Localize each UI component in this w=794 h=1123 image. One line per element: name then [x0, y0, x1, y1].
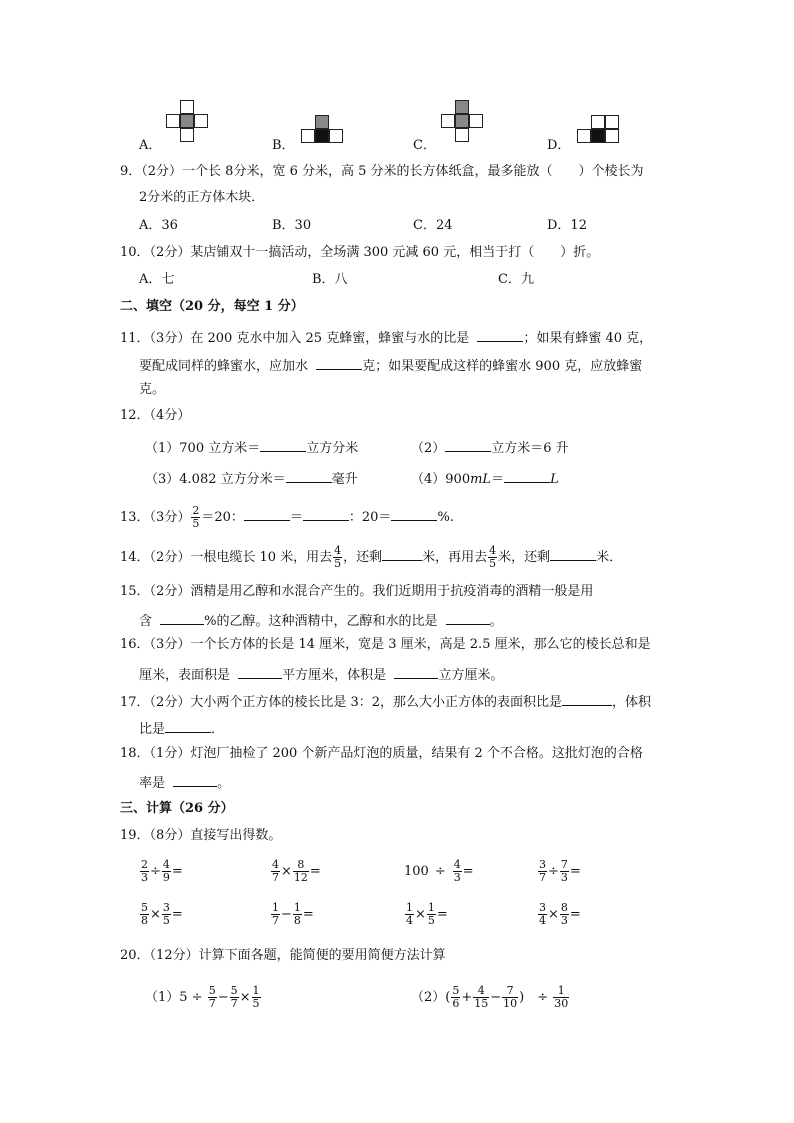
q20-p2-close-div: ) ÷	[519, 990, 549, 1005]
q12-p4-unit-ml: mL	[470, 472, 492, 487]
q16-blank-2[interactable]	[238, 664, 282, 679]
q17-text-b: ，体积	[612, 695, 652, 710]
q16-line1: 16．（3分）一个长方体的长是 14 厘米，宽是 3 厘米，高是 2.5 厘米，那么它的棱长总和是	[120, 637, 651, 652]
q18-blank[interactable]	[173, 772, 217, 787]
q19-i4-f1-den: 7	[539, 871, 546, 884]
q19-i2-f2-num: 8	[297, 858, 305, 871]
q20-p1-f3-num: 1	[252, 984, 260, 997]
q9-text-line1: 9．（2分）一个长 8分米，宽 6 分米，高 5 分米的长方体纸盒，最多能放（ ）个棱长为	[120, 164, 644, 179]
q19-i7-f1-den: 4	[406, 914, 413, 927]
q14-frac2-den: 5	[489, 557, 497, 570]
q16-text-b: 厘米，表面积是	[139, 668, 231, 683]
q20-p1-f1-num: 5	[208, 984, 216, 997]
q12-p1-unit: 立方分米	[306, 441, 359, 456]
q19-i2-f1-num: 4	[272, 858, 279, 871]
q11-blank-2[interactable]	[316, 355, 362, 370]
q13-blank-2[interactable]	[303, 506, 349, 521]
q14-blank-1[interactable]	[382, 546, 422, 561]
q19-i7-op: ×	[415, 907, 426, 922]
q19-i2-eq: =	[309, 864, 321, 879]
q19-i8-f1-den: 4	[539, 914, 546, 927]
q20-head: 20．（12分）计算下面各题，能简便的要用简便方法计算	[120, 948, 446, 963]
q12-p3-blank[interactable]	[286, 468, 332, 483]
q11-text-c: 要配成同样的蜂蜜水，应加水	[139, 359, 309, 374]
q19-i7-f2-den: 5	[427, 914, 435, 927]
q19-i2-f1-den: 7	[272, 871, 279, 884]
q18-text-c: 。	[217, 776, 231, 791]
q11-text-d: 克；如果要配成这样的蜂蜜水 900 克，应放蜂蜜	[362, 359, 643, 374]
section-2-title: 二、填空（20 分，每空 1 分）	[120, 299, 304, 314]
section-3-title: 三、计算（26 分）	[120, 801, 234, 816]
q10-option-b[interactable]: B．八	[312, 272, 348, 287]
q12-p1-text: （1）700 立方米＝	[145, 441, 261, 456]
q15-line1: 15．（2分）酒精是用乙醇和水混合产生的。我们近期用于抗疫消毒的酒精一般是用	[120, 584, 594, 599]
q20-part1	[145, 984, 262, 1012]
q12-part4	[411, 468, 559, 489]
q19-i4-f1-num: 3	[539, 858, 546, 871]
q12-p2-unit: 立方米＝6 升	[491, 441, 569, 456]
q19-i8-f1-num: 3	[539, 901, 546, 914]
q14-fraction-1	[333, 545, 342, 570]
q19-i3-f2-den: 3	[453, 871, 461, 884]
q19-i1-f2-den: 9	[162, 871, 170, 884]
q8-option-a-label[interactable]: A．	[139, 138, 162, 153]
q11-blank-1[interactable]	[477, 327, 523, 342]
q14-text-b: ，还剩	[343, 550, 383, 565]
q20-part2	[411, 984, 570, 1012]
q10-text: 10．（2分）某店铺双十一搞活动，全场满 300 元减 60 元，相当于打（ ）折。	[120, 245, 600, 260]
q13-text-2: ＝	[289, 510, 303, 525]
q19-i1-f2-num: 4	[162, 858, 170, 871]
q20-p1-f1-den: 7	[208, 997, 216, 1010]
q14-frac1-num: 4	[334, 544, 342, 557]
q12-p4-blank[interactable]	[504, 468, 550, 483]
q19-i8-f2-den: 3	[560, 914, 568, 927]
q13-text-3: ：20＝	[348, 510, 392, 525]
q9-option-a[interactable]: A．36	[139, 218, 178, 233]
q19-i2-f2-den: 12	[293, 871, 308, 884]
q9-option-d[interactable]: D．12	[547, 218, 587, 233]
q19-item-8	[537, 901, 581, 929]
q13-blank-1[interactable]	[244, 506, 290, 521]
q19-head: 19．（8分）直接写出得数。	[120, 828, 282, 843]
q20-p2-f3-num: 7	[506, 984, 514, 997]
q19-item-3	[404, 858, 474, 886]
q10-option-a[interactable]: A．七	[139, 272, 175, 287]
q17-blank-1[interactable]	[562, 691, 612, 706]
q15-text-d: 。	[489, 614, 503, 629]
q19-i6-op: −	[281, 907, 292, 922]
q9-option-c[interactable]: C．24	[413, 218, 453, 233]
q10-option-c[interactable]: C．九	[498, 272, 534, 287]
q15-line2	[139, 610, 503, 631]
q19-i6-f1-den: 7	[272, 914, 279, 927]
q20-p1-times: ×	[239, 990, 251, 1005]
q12-p3-text: （3）4.082 立方分米＝	[145, 472, 286, 487]
q9-option-b[interactable]: B．30	[272, 218, 312, 233]
q20-p1-f2-den: 7	[230, 997, 238, 1010]
q19-i2-op: ×	[281, 864, 292, 879]
q14-frac2-num: 4	[489, 544, 497, 557]
q16-blank-3[interactable]	[394, 664, 438, 679]
q19-item-1	[139, 858, 183, 886]
q19-i4-f2-den: 3	[560, 871, 568, 884]
q19-item-6	[270, 901, 314, 929]
q12-p3-unit: 毫升	[331, 472, 358, 487]
q19-i8-op: ×	[548, 907, 559, 922]
q13-head: 13．（3分）	[120, 510, 191, 525]
q11-text-b: ；如果有蜂蜜 40 克，	[523, 331, 653, 346]
q14-text-c: 米，再用去	[422, 550, 488, 565]
q20-p2-f2-num: 4	[477, 984, 485, 997]
q19-item-2	[270, 858, 321, 886]
q15-blank-1[interactable]	[160, 610, 204, 625]
q19-i8-eq: =	[569, 907, 581, 922]
q17-text-d: ．	[211, 722, 225, 737]
q19-i7-f2-num: 1	[427, 901, 435, 914]
q19-i7-eq: =	[436, 907, 448, 922]
q12-p2-text: （2）	[411, 441, 446, 456]
q11-text-e: 克。	[139, 382, 166, 397]
q20-p1-minus: −	[217, 990, 229, 1005]
q12-part1	[145, 437, 358, 458]
q8-option-c-label[interactable]: C．	[413, 138, 436, 153]
q17-blank-2[interactable]	[165, 718, 211, 733]
q17-line2	[139, 718, 224, 739]
q16-text-c: 平方厘米，体积是	[282, 668, 387, 683]
q19-i3-f2-num: 4	[453, 858, 461, 871]
q19-i8-f2-num: 8	[560, 901, 568, 914]
q11-line2	[139, 355, 642, 376]
q13-blank-3[interactable]	[391, 506, 437, 521]
q12-part2	[411, 437, 569, 458]
q13-fraction	[191, 505, 200, 530]
q11-line1	[120, 327, 652, 348]
q19-item-7	[404, 901, 448, 929]
q19-i1-f1-num: 2	[141, 858, 148, 871]
q14-text-d: 米，还剩	[498, 550, 551, 565]
q11-text-a: 11．（3分）在 200 克水中加入 25 克蜂蜜，蜂蜜与水的比是	[120, 331, 470, 346]
q13-frac-den: 5	[192, 517, 200, 530]
q14-frac1-den: 5	[334, 557, 342, 570]
q19-i1-op: ÷	[150, 864, 161, 879]
q20-p2-f4-num: 1	[557, 984, 565, 997]
q17-text-a: 17．（2分）大小两个正方体的棱长比是 3：2，那么大小正方体的表面积比是	[120, 695, 562, 710]
q19-i4-op: ÷	[548, 864, 559, 879]
q19-i1-f1-den: 3	[141, 871, 148, 884]
q18-text-b: 率是	[139, 776, 166, 791]
q12-head: 12．（4分）	[120, 408, 191, 423]
q8-option-b-label[interactable]: B．	[272, 138, 295, 153]
q20-p2-text: （2）(	[411, 990, 451, 1005]
q19-i6-f2-num: 1	[293, 901, 301, 914]
q12-p4-eq: ＝	[491, 472, 505, 487]
q19-i5-f2-num: 3	[162, 901, 170, 914]
q18-line1: 18．（1分）灯泡厂抽检了 200 个新产品灯泡的质量，结果有 2 个不合格。这批灯泡的合格	[120, 746, 643, 761]
q20-p2-f3-den: 10	[503, 997, 518, 1010]
q20-p1-text: （1）5 ÷	[145, 990, 203, 1005]
q15-blank-2[interactable]	[446, 610, 490, 625]
q13-frac-num: 2	[192, 504, 200, 517]
q19-item-4	[537, 858, 581, 886]
q13-line	[120, 505, 454, 531]
q14-text-a: 14．（2分）一根电缆长 10 米，用去	[120, 550, 333, 565]
q19-i1-eq: =	[171, 864, 183, 879]
q20-p2-plus: +	[461, 990, 473, 1005]
q20-p2-f2-den: 15	[474, 997, 489, 1010]
q19-i5-f1-num: 5	[141, 901, 148, 914]
q19-i3-op: ÷	[434, 864, 446, 879]
q12-p4-text: （4）900	[411, 472, 471, 487]
q19-i5-op: ×	[150, 907, 161, 922]
q17-text-c: 比是	[139, 722, 166, 737]
q8-option-d-label[interactable]: D．	[547, 138, 571, 153]
q20-p2-minus: −	[490, 990, 502, 1005]
q13-text-1: ＝20：	[201, 510, 244, 525]
q15-text-b: 含	[139, 614, 153, 629]
q19-i5-f2-den: 5	[162, 914, 170, 927]
q20-p2-f1-num: 5	[452, 984, 460, 997]
q19-i5-f1-den: 8	[141, 914, 148, 927]
q9-text-line2: 2分米的正方体木块．	[139, 190, 265, 205]
q20-p1-f2-num: 5	[230, 984, 238, 997]
q19-i5-eq: =	[171, 907, 183, 922]
q14-blank-2[interactable]	[550, 546, 596, 561]
q14-line	[120, 545, 622, 571]
q20-p1-f3-den: 5	[252, 997, 260, 1010]
q12-part3	[145, 468, 358, 489]
q19-i4-f2-num: 7	[560, 858, 568, 871]
q19-i3-eq: =	[462, 864, 474, 879]
q19-i3-whole: 100	[404, 864, 429, 879]
q18-line2	[139, 772, 230, 793]
q20-p2-f4-den: 30	[554, 997, 569, 1010]
q14-fraction-2	[488, 545, 497, 570]
q19-i6-eq: =	[302, 907, 314, 922]
q11-line3	[139, 381, 165, 399]
q19-i6-f2-den: 8	[293, 914, 301, 927]
q19-i7-f1-num: 1	[406, 901, 413, 914]
q12-p4-unit-l: L	[550, 472, 559, 487]
q16-text-d: 立方厘米。	[438, 668, 504, 683]
q13-text-4: %.	[437, 510, 454, 525]
q12-p2-blank[interactable]	[445, 437, 491, 452]
q20-p2-f1-den: 6	[452, 997, 460, 1010]
q19-item-5	[139, 901, 183, 929]
q19-i6-f1-num: 1	[272, 901, 279, 914]
q14-text-e: 米．	[596, 550, 623, 565]
q16-line2	[139, 664, 503, 685]
q12-p1-blank[interactable]	[260, 437, 306, 452]
q15-text-c: %的乙醇。这种酒精中，乙醇和水的比是	[204, 614, 438, 629]
q19-i4-eq: =	[569, 864, 581, 879]
q17-line1	[120, 691, 651, 712]
